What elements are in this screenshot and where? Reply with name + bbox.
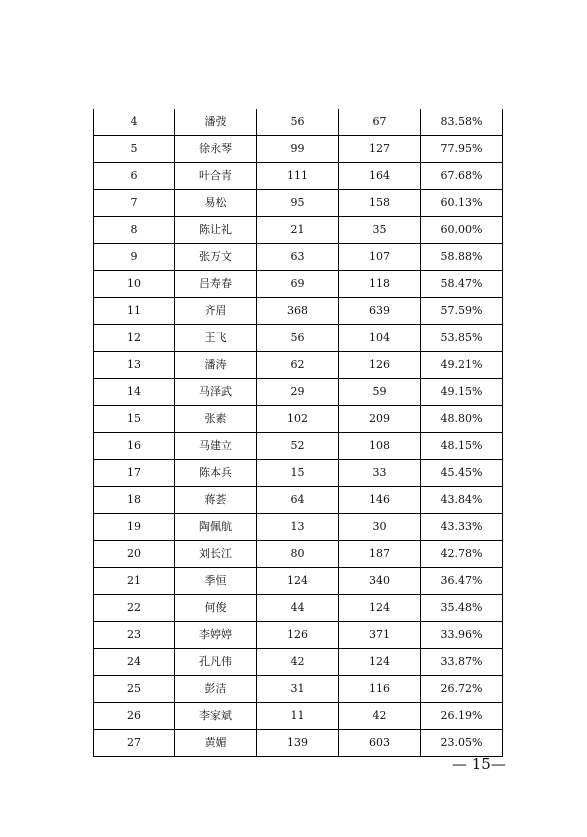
percentage-cell: 58.88% — [421, 244, 503, 271]
row-number-cell: 20 — [94, 541, 175, 568]
table-body — [94, 109, 503, 757]
table-row — [94, 190, 503, 217]
count-a-cell: 63 — [257, 244, 339, 271]
name-cell: 马泽武 — [175, 379, 257, 406]
percentage-cell: 26.19% — [421, 703, 503, 730]
count-b-cell: 209 — [339, 406, 421, 433]
count-a-cell: 102 — [257, 406, 339, 433]
count-a-cell: 21 — [257, 217, 339, 244]
percentage-cell: 83.58% — [421, 109, 503, 136]
count-b-cell: 164 — [339, 163, 421, 190]
table-row — [94, 487, 503, 514]
table-row — [94, 460, 503, 487]
table-row — [94, 568, 503, 595]
count-a-cell: 44 — [257, 595, 339, 622]
name-cell: 蒋荟 — [175, 487, 257, 514]
count-a-cell: 69 — [257, 271, 339, 298]
row-number-cell: 24 — [94, 649, 175, 676]
table-row — [94, 325, 503, 352]
percentage-cell: 45.45% — [421, 460, 503, 487]
name-cell: 叶合青 — [175, 163, 257, 190]
name-cell: 何俊 — [175, 595, 257, 622]
percentage-cell: 67.68% — [421, 163, 503, 190]
row-number-cell: 14 — [94, 379, 175, 406]
count-a-cell: 99 — [257, 136, 339, 163]
name-cell: 李婷婷 — [175, 622, 257, 649]
count-b-cell: 187 — [339, 541, 421, 568]
row-number-cell: 5 — [94, 136, 175, 163]
count-a-cell: 29 — [257, 379, 339, 406]
percentage-cell: 23.05% — [421, 730, 503, 757]
percentage-cell: 48.15% — [421, 433, 503, 460]
name-cell: 吕寿春 — [175, 271, 257, 298]
ranking-table — [93, 109, 503, 757]
count-b-cell: 67 — [339, 109, 421, 136]
table-row — [94, 379, 503, 406]
name-cell: 王飞 — [175, 325, 257, 352]
count-a-cell: 368 — [257, 298, 339, 325]
name-cell: 陶佩航 — [175, 514, 257, 541]
name-cell: 陈让礼 — [175, 217, 257, 244]
row-number-cell: 18 — [94, 487, 175, 514]
row-number-cell: 26 — [94, 703, 175, 730]
percentage-cell: 57.59% — [421, 298, 503, 325]
row-number-cell: 6 — [94, 163, 175, 190]
table-row — [94, 703, 503, 730]
name-cell: 李家斌 — [175, 703, 257, 730]
percentage-cell: 49.21% — [421, 352, 503, 379]
count-a-cell: 56 — [257, 109, 339, 136]
percentage-cell: 53.85% — [421, 325, 503, 352]
count-b-cell: 42 — [339, 703, 421, 730]
count-b-cell: 340 — [339, 568, 421, 595]
count-b-cell: 124 — [339, 595, 421, 622]
percentage-cell: 33.87% — [421, 649, 503, 676]
percentage-cell: 58.47% — [421, 271, 503, 298]
name-cell: 易松 — [175, 190, 257, 217]
name-cell: 黄媚 — [175, 730, 257, 757]
percentage-cell: 42.78% — [421, 541, 503, 568]
count-b-cell: 639 — [339, 298, 421, 325]
row-number-cell: 17 — [94, 460, 175, 487]
row-number-cell: 25 — [94, 676, 175, 703]
count-b-cell: 146 — [339, 487, 421, 514]
table-row — [94, 406, 503, 433]
percentage-cell: 60.13% — [421, 190, 503, 217]
name-cell: 齐眉 — [175, 298, 257, 325]
count-b-cell: 126 — [339, 352, 421, 379]
count-a-cell: 42 — [257, 649, 339, 676]
count-a-cell: 95 — [257, 190, 339, 217]
count-b-cell: 104 — [339, 325, 421, 352]
row-number-cell: 19 — [94, 514, 175, 541]
count-b-cell: 603 — [339, 730, 421, 757]
count-a-cell: 80 — [257, 541, 339, 568]
row-number-cell: 8 — [94, 217, 175, 244]
row-number-cell: 9 — [94, 244, 175, 271]
row-number-cell: 10 — [94, 271, 175, 298]
table-row — [94, 433, 503, 460]
count-b-cell: 33 — [339, 460, 421, 487]
name-cell: 彭洁 — [175, 676, 257, 703]
count-b-cell: 30 — [339, 514, 421, 541]
table-row — [94, 109, 503, 136]
row-number-cell: 15 — [94, 406, 175, 433]
row-number-cell: 23 — [94, 622, 175, 649]
count-b-cell: 35 — [339, 217, 421, 244]
table-row — [94, 136, 503, 163]
percentage-cell: 77.95% — [421, 136, 503, 163]
name-cell: 刘长江 — [175, 541, 257, 568]
name-cell: 徐永琴 — [175, 136, 257, 163]
percentage-cell: 43.33% — [421, 514, 503, 541]
name-cell: 陈本兵 — [175, 460, 257, 487]
count-a-cell: 126 — [257, 622, 339, 649]
table-row — [94, 622, 503, 649]
row-number-cell: 11 — [94, 298, 175, 325]
percentage-cell: 60.00% — [421, 217, 503, 244]
row-number-cell: 4 — [94, 109, 175, 136]
row-number-cell: 7 — [94, 190, 175, 217]
name-cell: 马建立 — [175, 433, 257, 460]
count-a-cell: 111 — [257, 163, 339, 190]
row-number-cell: 27 — [94, 730, 175, 757]
percentage-cell: 33.96% — [421, 622, 503, 649]
count-a-cell: 13 — [257, 514, 339, 541]
count-a-cell: 52 — [257, 433, 339, 460]
count-a-cell: 31 — [257, 676, 339, 703]
count-b-cell: 108 — [339, 433, 421, 460]
percentage-cell: 43.84% — [421, 487, 503, 514]
table-row — [94, 298, 503, 325]
table-row — [94, 730, 503, 757]
table-row — [94, 271, 503, 298]
row-number-cell: 13 — [94, 352, 175, 379]
count-a-cell: 64 — [257, 487, 339, 514]
count-a-cell: 15 — [257, 460, 339, 487]
row-number-cell: 16 — [94, 433, 175, 460]
count-a-cell: 11 — [257, 703, 339, 730]
percentage-cell: 35.48% — [421, 595, 503, 622]
table-row — [94, 514, 503, 541]
count-b-cell: 371 — [339, 622, 421, 649]
table-row — [94, 541, 503, 568]
name-cell: 张万文 — [175, 244, 257, 271]
count-b-cell: 118 — [339, 271, 421, 298]
percentage-cell: 36.47% — [421, 568, 503, 595]
name-cell: 张素 — [175, 406, 257, 433]
table-row — [94, 676, 503, 703]
count-b-cell: 158 — [339, 190, 421, 217]
table-row — [94, 217, 503, 244]
table-row — [94, 244, 503, 271]
name-cell: 潘涛 — [175, 352, 257, 379]
table-row — [94, 649, 503, 676]
row-number-cell: 12 — [94, 325, 175, 352]
table-row — [94, 595, 503, 622]
count-b-cell: 107 — [339, 244, 421, 271]
count-b-cell: 59 — [339, 379, 421, 406]
table-row — [94, 352, 503, 379]
page-number: — 15— — [452, 755, 506, 773]
table-row — [94, 163, 503, 190]
percentage-cell: 48.80% — [421, 406, 503, 433]
row-number-cell: 22 — [94, 595, 175, 622]
count-a-cell: 62 — [257, 352, 339, 379]
percentage-cell: 26.72% — [421, 676, 503, 703]
row-number-cell: 21 — [94, 568, 175, 595]
percentage-cell: 49.15% — [421, 379, 503, 406]
count-a-cell: 56 — [257, 325, 339, 352]
name-cell: 潘弢 — [175, 109, 257, 136]
count-b-cell: 116 — [339, 676, 421, 703]
count-a-cell: 139 — [257, 730, 339, 757]
name-cell: 孔凡伟 — [175, 649, 257, 676]
count-a-cell: 124 — [257, 568, 339, 595]
name-cell: 季恒 — [175, 568, 257, 595]
count-b-cell: 124 — [339, 649, 421, 676]
count-b-cell: 127 — [339, 136, 421, 163]
